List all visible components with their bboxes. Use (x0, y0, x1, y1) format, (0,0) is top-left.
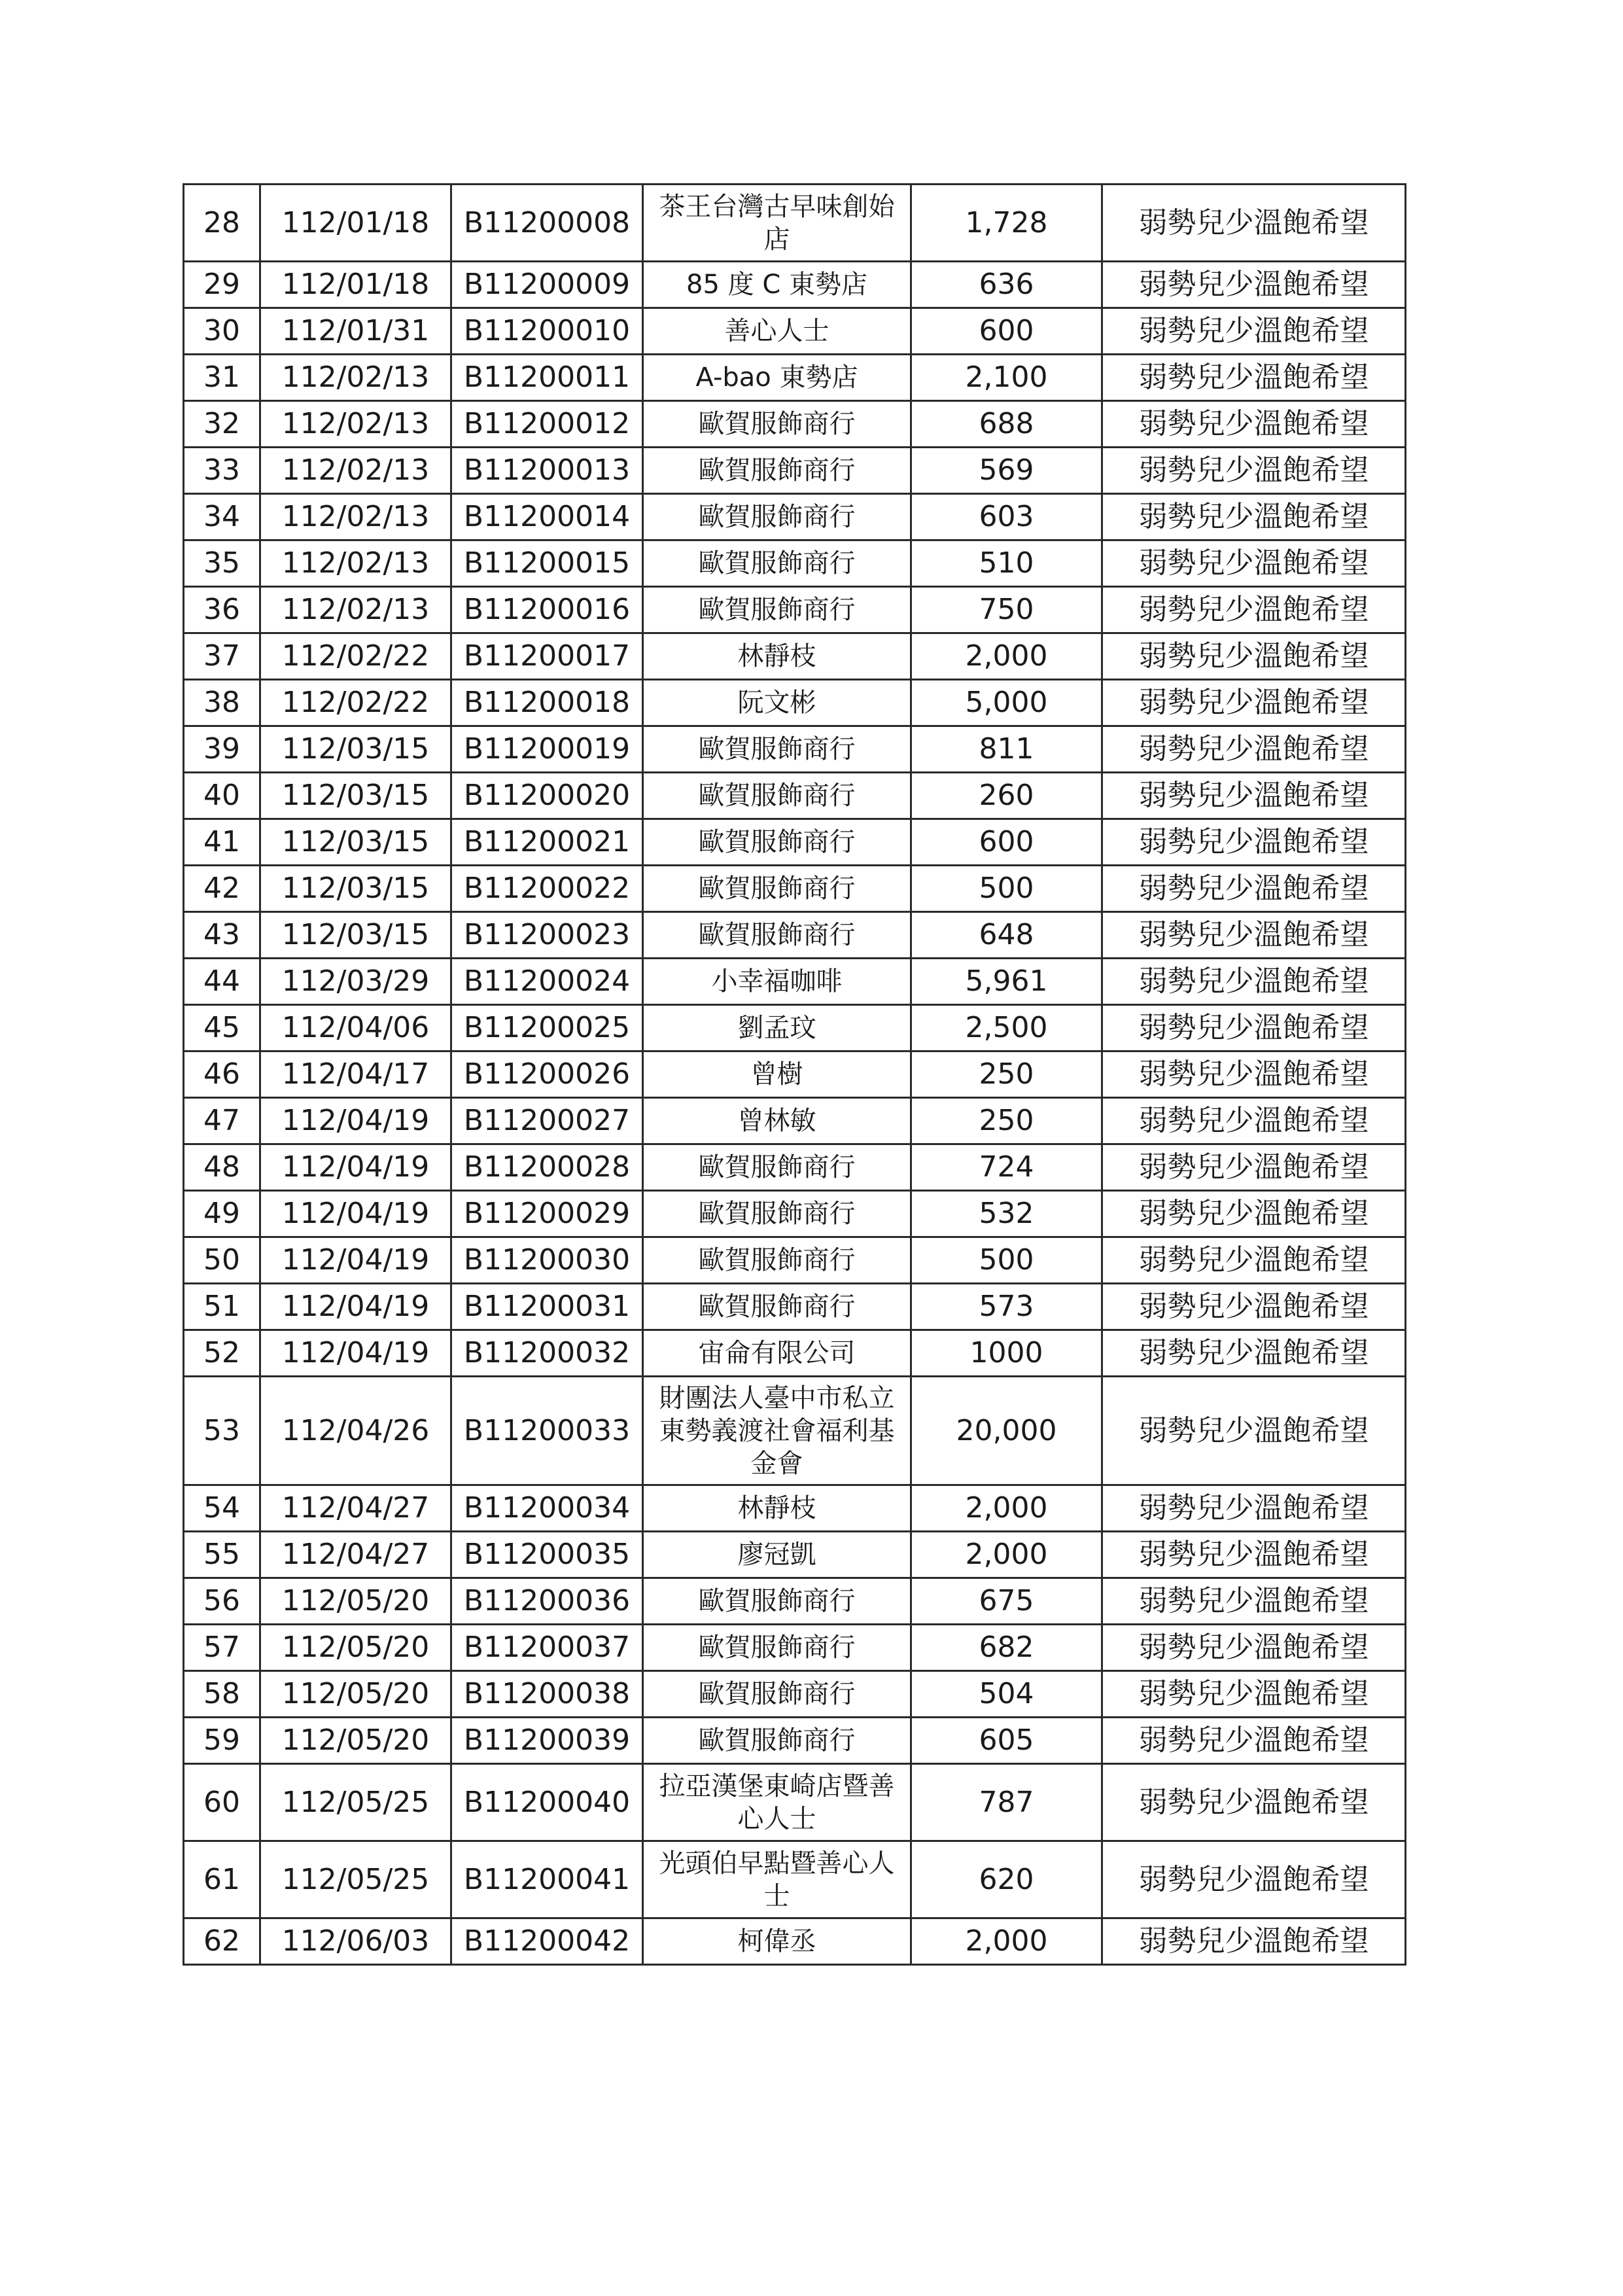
date-cell: 112/05/20 (260, 1578, 451, 1625)
row-number-cell: 43 (184, 912, 260, 959)
row-number-cell: 47 (184, 1098, 260, 1144)
date-cell: 112/02/13 (260, 448, 451, 494)
receipt-number-cell: B11200008 (451, 185, 643, 262)
amount-cell: 5,000 (911, 680, 1102, 726)
purpose-cell: 弱勢兒少溫飽希望 (1102, 1098, 1406, 1144)
purpose-cell: 弱勢兒少溫飽希望 (1102, 1671, 1406, 1718)
table-row (184, 1237, 1406, 1284)
amount-cell: 573 (911, 1284, 1102, 1330)
row-number-cell: 33 (184, 448, 260, 494)
amount-cell: 2,000 (911, 633, 1102, 680)
receipt-number-cell: B11200012 (451, 401, 643, 448)
row-number-cell: 58 (184, 1671, 260, 1718)
row-number-cell: 49 (184, 1191, 260, 1237)
amount-cell: 1,728 (911, 185, 1102, 262)
date-cell: 112/05/25 (260, 1764, 451, 1841)
table-row (184, 680, 1406, 726)
purpose-cell: 弱勢兒少溫飽希望 (1102, 819, 1406, 866)
date-cell: 112/05/20 (260, 1718, 451, 1764)
receipt-number-cell: B11200014 (451, 494, 643, 540)
amount-cell: 2,100 (911, 355, 1102, 401)
purpose-cell: 弱勢兒少溫飽希望 (1102, 1485, 1406, 1532)
table-row (184, 1377, 1406, 1485)
row-number-cell: 41 (184, 819, 260, 866)
date-cell: 112/02/13 (260, 494, 451, 540)
donor-cell: 光頭伯早點暨善心人士 (643, 1841, 911, 1918)
purpose-cell: 弱勢兒少溫飽希望 (1102, 494, 1406, 540)
purpose-cell: 弱勢兒少溫飽希望 (1102, 540, 1406, 587)
donation-table-body (184, 185, 1406, 1965)
date-cell: 112/02/13 (260, 401, 451, 448)
donor-cell: 歐賀服飾商行 (643, 819, 911, 866)
amount-cell: 260 (911, 773, 1102, 819)
purpose-cell: 弱勢兒少溫飽希望 (1102, 1051, 1406, 1098)
date-cell: 112/05/20 (260, 1625, 451, 1671)
row-number-cell: 42 (184, 866, 260, 912)
receipt-number-cell: B11200011 (451, 355, 643, 401)
purpose-cell: 弱勢兒少溫飽希望 (1102, 1377, 1406, 1485)
row-number-cell: 37 (184, 633, 260, 680)
table-row (184, 773, 1406, 819)
row-number-cell: 28 (184, 185, 260, 262)
purpose-cell: 弱勢兒少溫飽希望 (1102, 912, 1406, 959)
date-cell: 112/03/15 (260, 912, 451, 959)
donor-cell: 林靜枝 (643, 1485, 911, 1532)
amount-cell: 500 (911, 1237, 1102, 1284)
date-cell: 112/03/29 (260, 959, 451, 1005)
amount-cell: 569 (911, 448, 1102, 494)
purpose-cell: 弱勢兒少溫飽希望 (1102, 1578, 1406, 1625)
row-number-cell: 61 (184, 1841, 260, 1918)
row-number-cell: 56 (184, 1578, 260, 1625)
receipt-number-cell: B11200039 (451, 1718, 643, 1764)
donor-cell: 小幸福咖啡 (643, 959, 911, 1005)
amount-cell: 787 (911, 1764, 1102, 1841)
row-number-cell: 52 (184, 1330, 260, 1377)
donor-cell: 歐賀服飾商行 (643, 494, 911, 540)
row-number-cell: 54 (184, 1485, 260, 1532)
table-row (184, 1005, 1406, 1051)
amount-cell: 636 (911, 262, 1102, 308)
table-row (184, 866, 1406, 912)
purpose-cell: 弱勢兒少溫飽希望 (1102, 185, 1406, 262)
row-number-cell: 60 (184, 1764, 260, 1841)
date-cell: 112/04/19 (260, 1330, 451, 1377)
receipt-number-cell: B11200032 (451, 1330, 643, 1377)
receipt-number-cell: B11200021 (451, 819, 643, 866)
table-row (184, 1098, 1406, 1144)
purpose-cell: 弱勢兒少溫飽希望 (1102, 1284, 1406, 1330)
table-row (184, 540, 1406, 587)
row-number-cell: 57 (184, 1625, 260, 1671)
receipt-number-cell: B11200016 (451, 587, 643, 633)
date-cell: 112/04/19 (260, 1098, 451, 1144)
purpose-cell: 弱勢兒少溫飽希望 (1102, 262, 1406, 308)
amount-cell: 682 (911, 1625, 1102, 1671)
receipt-number-cell: B11200031 (451, 1284, 643, 1330)
donation-table (183, 183, 1406, 1966)
purpose-cell: 弱勢兒少溫飽希望 (1102, 773, 1406, 819)
amount-cell: 2,500 (911, 1005, 1102, 1051)
donor-cell: 歐賀服飾商行 (643, 448, 911, 494)
receipt-number-cell: B11200028 (451, 1144, 643, 1191)
donor-cell: 歐賀服飾商行 (643, 1578, 911, 1625)
table-row (184, 1578, 1406, 1625)
donor-cell: 財團法人臺中市私立東勢義渡社會福利基金會 (643, 1377, 911, 1485)
amount-cell: 500 (911, 866, 1102, 912)
amount-cell: 724 (911, 1144, 1102, 1191)
table-row (184, 448, 1406, 494)
date-cell: 112/04/19 (260, 1191, 451, 1237)
row-number-cell: 51 (184, 1284, 260, 1330)
receipt-number-cell: B11200035 (451, 1532, 643, 1578)
amount-cell: 605 (911, 1718, 1102, 1764)
receipt-number-cell: B11200027 (451, 1098, 643, 1144)
donor-cell: 柯偉丞 (643, 1918, 911, 1965)
donor-cell: 歐賀服飾商行 (643, 912, 911, 959)
row-number-cell: 32 (184, 401, 260, 448)
donor-cell: 歐賀服飾商行 (643, 1284, 911, 1330)
donor-cell: 阮文彬 (643, 680, 911, 726)
row-number-cell: 55 (184, 1532, 260, 1578)
row-number-cell: 39 (184, 726, 260, 773)
receipt-number-cell: B11200015 (451, 540, 643, 587)
amount-cell: 250 (911, 1051, 1102, 1098)
row-number-cell: 36 (184, 587, 260, 633)
purpose-cell: 弱勢兒少溫飽希望 (1102, 633, 1406, 680)
table-row (184, 494, 1406, 540)
purpose-cell: 弱勢兒少溫飽希望 (1102, 959, 1406, 1005)
donor-cell: 歐賀服飾商行 (643, 1144, 911, 1191)
purpose-cell: 弱勢兒少溫飽希望 (1102, 680, 1406, 726)
receipt-number-cell: B11200024 (451, 959, 643, 1005)
table-row (184, 912, 1406, 959)
purpose-cell: 弱勢兒少溫飽希望 (1102, 1718, 1406, 1764)
date-cell: 112/04/17 (260, 1051, 451, 1098)
amount-cell: 603 (911, 494, 1102, 540)
donor-cell: 曾林敏 (643, 1098, 911, 1144)
purpose-cell: 弱勢兒少溫飽希望 (1102, 1237, 1406, 1284)
amount-cell: 510 (911, 540, 1102, 587)
table-row (184, 308, 1406, 355)
receipt-number-cell: B11200020 (451, 773, 643, 819)
amount-cell: 648 (911, 912, 1102, 959)
donor-cell: 歐賀服飾商行 (643, 540, 911, 587)
purpose-cell: 弱勢兒少溫飽希望 (1102, 726, 1406, 773)
table-row (184, 1841, 1406, 1918)
date-cell: 112/02/13 (260, 355, 451, 401)
table-row (184, 1485, 1406, 1532)
table-row (184, 401, 1406, 448)
donor-cell: 歐賀服飾商行 (643, 401, 911, 448)
purpose-cell: 弱勢兒少溫飽希望 (1102, 1841, 1406, 1918)
donor-cell: 歐賀服飾商行 (643, 1671, 911, 1718)
donor-cell: 善心人士 (643, 308, 911, 355)
amount-cell: 20,000 (911, 1377, 1102, 1485)
row-number-cell: 34 (184, 494, 260, 540)
amount-cell: 600 (911, 819, 1102, 866)
receipt-number-cell: B11200040 (451, 1764, 643, 1841)
row-number-cell: 30 (184, 308, 260, 355)
row-number-cell: 53 (184, 1377, 260, 1485)
date-cell: 112/01/18 (260, 185, 451, 262)
table-row (184, 1671, 1406, 1718)
row-number-cell: 59 (184, 1718, 260, 1764)
amount-cell: 675 (911, 1578, 1102, 1625)
donor-cell: 歐賀服飾商行 (643, 773, 911, 819)
amount-cell: 504 (911, 1671, 1102, 1718)
row-number-cell: 40 (184, 773, 260, 819)
date-cell: 112/03/15 (260, 819, 451, 866)
table-row (184, 587, 1406, 633)
receipt-number-cell: B11200025 (451, 1005, 643, 1051)
date-cell: 112/01/18 (260, 262, 451, 308)
table-row (184, 1284, 1406, 1330)
amount-cell: 811 (911, 726, 1102, 773)
receipt-number-cell: B11200017 (451, 633, 643, 680)
purpose-cell: 弱勢兒少溫飽希望 (1102, 1625, 1406, 1671)
receipt-number-cell: B11200019 (451, 726, 643, 773)
purpose-cell: 弱勢兒少溫飽希望 (1102, 355, 1406, 401)
row-number-cell: 48 (184, 1144, 260, 1191)
date-cell: 112/04/26 (260, 1377, 451, 1485)
date-cell: 112/04/06 (260, 1005, 451, 1051)
donor-cell: 林靜枝 (643, 633, 911, 680)
table-row (184, 355, 1406, 401)
purpose-cell: 弱勢兒少溫飽希望 (1102, 1330, 1406, 1377)
purpose-cell: 弱勢兒少溫飽希望 (1102, 308, 1406, 355)
row-number-cell: 38 (184, 680, 260, 726)
amount-cell: 2,000 (911, 1485, 1102, 1532)
date-cell: 112/02/22 (260, 680, 451, 726)
receipt-number-cell: B11200041 (451, 1841, 643, 1918)
row-number-cell: 46 (184, 1051, 260, 1098)
receipt-number-cell: B11200009 (451, 262, 643, 308)
table-row (184, 1918, 1406, 1965)
amount-cell: 620 (911, 1841, 1102, 1918)
purpose-cell: 弱勢兒少溫飽希望 (1102, 1191, 1406, 1237)
date-cell: 112/06/03 (260, 1918, 451, 1965)
receipt-number-cell: B11200038 (451, 1671, 643, 1718)
table-row (184, 1330, 1406, 1377)
receipt-number-cell: B11200026 (451, 1051, 643, 1098)
amount-cell: 1000 (911, 1330, 1102, 1377)
amount-cell: 600 (911, 308, 1102, 355)
purpose-cell: 弱勢兒少溫飽希望 (1102, 1144, 1406, 1191)
donor-cell: 茶王台灣古早味創始店 (643, 185, 911, 262)
donor-cell: A-bao 東勢店 (643, 355, 911, 401)
date-cell: 112/04/27 (260, 1485, 451, 1532)
row-number-cell: 44 (184, 959, 260, 1005)
amount-cell: 5,961 (911, 959, 1102, 1005)
receipt-number-cell: B11200030 (451, 1237, 643, 1284)
amount-cell: 532 (911, 1191, 1102, 1237)
row-number-cell: 62 (184, 1918, 260, 1965)
receipt-number-cell: B11200010 (451, 308, 643, 355)
donor-cell: 拉亞漢堡東崎店暨善心人士 (643, 1764, 911, 1841)
donor-cell: 曾樹 (643, 1051, 911, 1098)
table-row (184, 959, 1406, 1005)
date-cell: 112/02/13 (260, 540, 451, 587)
table-row (184, 1191, 1406, 1237)
donor-cell: 歐賀服飾商行 (643, 587, 911, 633)
receipt-number-cell: B11200023 (451, 912, 643, 959)
row-number-cell: 45 (184, 1005, 260, 1051)
table-row (184, 1625, 1406, 1671)
amount-cell: 2,000 (911, 1532, 1102, 1578)
date-cell: 112/04/19 (260, 1144, 451, 1191)
date-cell: 112/04/19 (260, 1284, 451, 1330)
donor-cell: 歐賀服飾商行 (643, 1718, 911, 1764)
receipt-number-cell: B11200036 (451, 1578, 643, 1625)
row-number-cell: 50 (184, 1237, 260, 1284)
table-row (184, 633, 1406, 680)
donor-cell: 歐賀服飾商行 (643, 726, 911, 773)
amount-cell: 750 (911, 587, 1102, 633)
table-row (184, 1764, 1406, 1841)
purpose-cell: 弱勢兒少溫飽希望 (1102, 1918, 1406, 1965)
date-cell: 112/05/20 (260, 1671, 451, 1718)
purpose-cell: 弱勢兒少溫飽希望 (1102, 587, 1406, 633)
purpose-cell: 弱勢兒少溫飽希望 (1102, 401, 1406, 448)
receipt-number-cell: B11200029 (451, 1191, 643, 1237)
row-number-cell: 31 (184, 355, 260, 401)
purpose-cell: 弱勢兒少溫飽希望 (1102, 1764, 1406, 1841)
receipt-number-cell: B11200013 (451, 448, 643, 494)
receipt-number-cell: B11200033 (451, 1377, 643, 1485)
receipt-number-cell: B11200034 (451, 1485, 643, 1532)
donor-cell: 廖冠凱 (643, 1532, 911, 1578)
receipt-number-cell: B11200018 (451, 680, 643, 726)
purpose-cell: 弱勢兒少溫飽希望 (1102, 448, 1406, 494)
date-cell: 112/03/15 (260, 773, 451, 819)
date-cell: 112/02/22 (260, 633, 451, 680)
table-row (184, 1144, 1406, 1191)
donor-cell: 歐賀服飾商行 (643, 1191, 911, 1237)
donor-cell: 劉孟玟 (643, 1005, 911, 1051)
purpose-cell: 弱勢兒少溫飽希望 (1102, 866, 1406, 912)
donor-cell: 85 度 C 東勢店 (643, 262, 911, 308)
table-row (184, 185, 1406, 262)
amount-cell: 2,000 (911, 1918, 1102, 1965)
purpose-cell: 弱勢兒少溫飽希望 (1102, 1005, 1406, 1051)
table-row (184, 726, 1406, 773)
date-cell: 112/05/25 (260, 1841, 451, 1918)
table-row (184, 1051, 1406, 1098)
donor-cell: 歐賀服飾商行 (643, 1237, 911, 1284)
table-row (184, 1718, 1406, 1764)
receipt-number-cell: B11200037 (451, 1625, 643, 1671)
date-cell: 112/03/15 (260, 866, 451, 912)
donor-cell: 宙侖有限公司 (643, 1330, 911, 1377)
date-cell: 112/02/13 (260, 587, 451, 633)
donor-cell: 歐賀服飾商行 (643, 1625, 911, 1671)
table-row (184, 819, 1406, 866)
donor-cell: 歐賀服飾商行 (643, 866, 911, 912)
date-cell: 112/04/19 (260, 1237, 451, 1284)
row-number-cell: 29 (184, 262, 260, 308)
receipt-number-cell: B11200042 (451, 1918, 643, 1965)
amount-cell: 250 (911, 1098, 1102, 1144)
amount-cell: 688 (911, 401, 1102, 448)
date-cell: 112/04/27 (260, 1532, 451, 1578)
row-number-cell: 35 (184, 540, 260, 587)
table-row (184, 1532, 1406, 1578)
date-cell: 112/01/31 (260, 308, 451, 355)
table-row (184, 262, 1406, 308)
date-cell: 112/03/15 (260, 726, 451, 773)
purpose-cell: 弱勢兒少溫飽希望 (1102, 1532, 1406, 1578)
receipt-number-cell: B11200022 (451, 866, 643, 912)
